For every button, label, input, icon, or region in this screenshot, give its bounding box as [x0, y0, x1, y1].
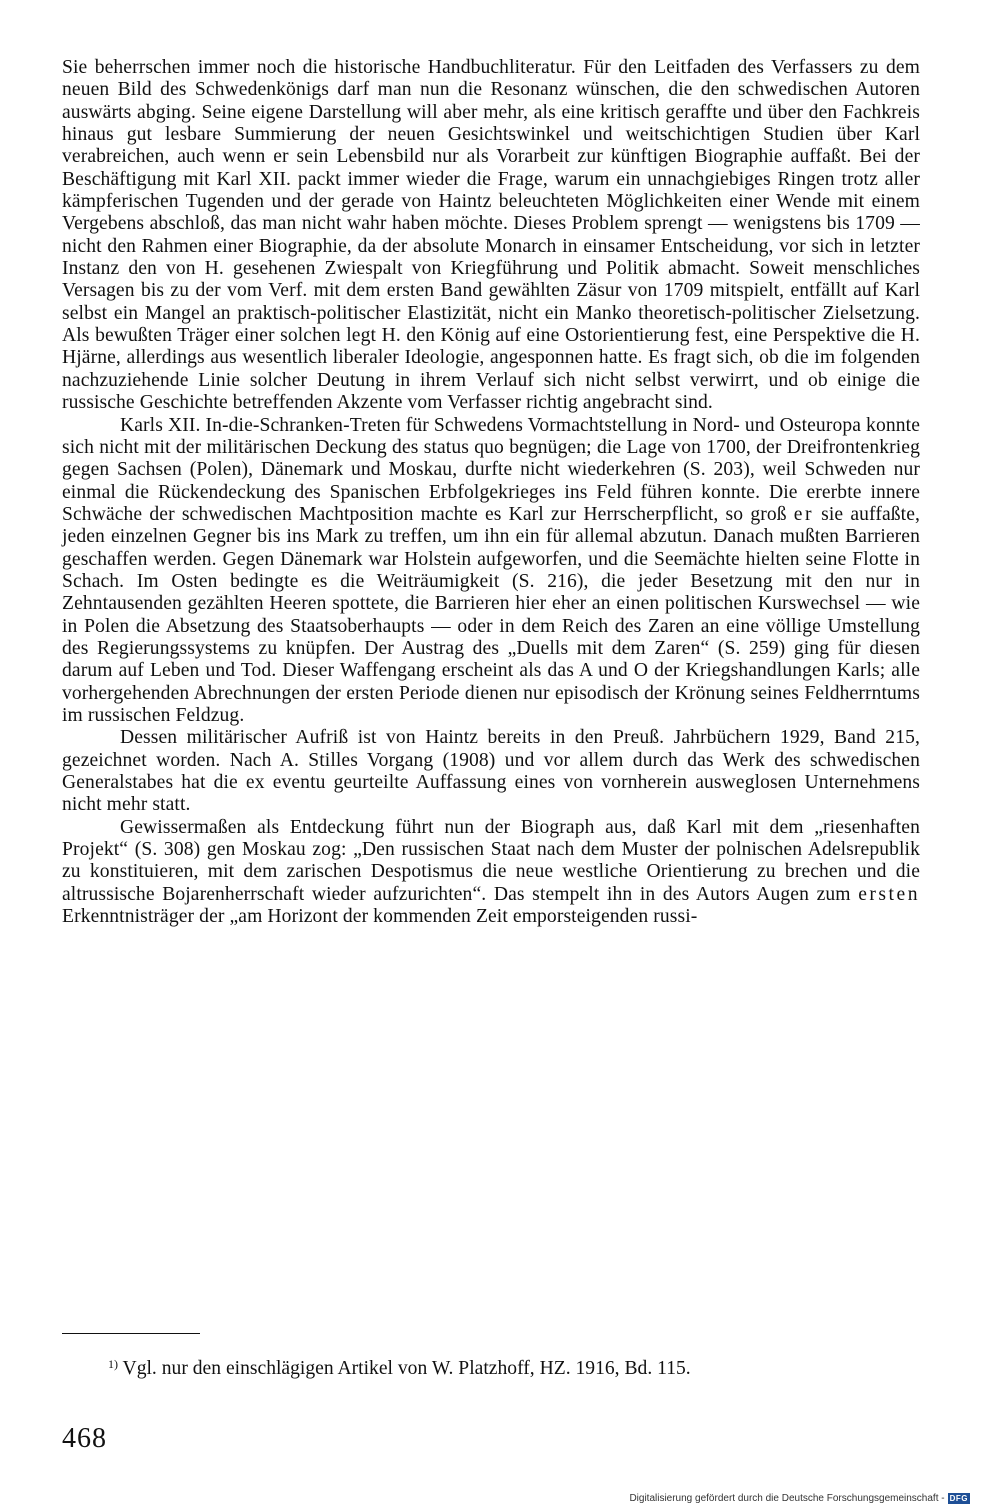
body-text — [62, 57, 920, 928]
footnote-text: Vgl. nur den einschlägigen Artikel von W. Platzhoff, HZ. 1916, Bd. 115. — [118, 1358, 691, 1379]
text-run: Gewissermaßen als Entdeckung führt nun der Biograph aus, daß Karl mit dem „riesenhaften Projekt“ (S. 308) gen Moskau zog: „Den russischen Staat nach dem Muster der polnischen Adelsrepublik zu konstituieren, mit dem zarischen Despotismus die neue westliche Orientierung zu brechen und die altrussische Bojarenherrschaft wieder aufzurichten“. Das stempelt ihn in des Autors Augen zum — [62, 816, 920, 905]
text-run: Dessen militärischer Aufriß ist von Haintz bereits in den Preuß. Jahrbüchern 1929, Band 215, gezeichnet worden. Nach A. Stilles Vorgang (1908) und vor allem durch das Werk des schwedischen Generalstabes hat die ex eventu geurteilte Auffassung eines von vornherein ausweglosen Unternehmens nicht mehr statt. — [62, 727, 920, 816]
paragraph — [62, 415, 920, 728]
footnote — [62, 1353, 920, 1380]
text-run: Erkenntnisträger der „am Horizont der kommenden Zeit emporsteigenden russi- — [62, 906, 698, 928]
paragraph — [62, 727, 920, 816]
spaced-emphasis: ersten — [858, 883, 920, 905]
footnote-marker: 1) — [108, 1357, 118, 1371]
text-run: Karls XII. In-die-Schranken-Treten für Schwedens Vormachtstellung in Nord- und Osteuropa konnte sich nicht mit der militärischen Deckung des status quo begnügen; die Lage von 1700, der Dreifrontenkrieg gegen Sachsen (Polen), Dänemark und Moskau, durfte nicht wiederkehren (S. 203), weil Schweden nur einmal die Rückendeckung des Spanischen Erbfolgekrieges ins Feld führen konnte. Die ererbte innere Schwäche der schwedischen Machtposition machte es Karl zur Herrscherpflicht, so groß — [62, 414, 920, 525]
dfg-logo-icon: DFG — [949, 1494, 968, 1503]
page-number: 468 — [62, 1423, 107, 1454]
spaced-emphasis: er — [793, 503, 815, 525]
digitization-credit — [629, 1493, 970, 1504]
paragraph — [62, 817, 920, 929]
credit-text: Digitalisierung gefördert durch die Deutsche Forschungsgemeinschaft - — [629, 1493, 945, 1504]
text-run: Sie beherrschen immer noch die historische Handbuchliteratur. Für den Leitfaden des Verfassers zu dem neuen Bild des Schwedenkönigs darf man nun die Resonanz wünschen, die den schwedischen Autoren auswärts abging. Seine eigene Darstellung will aber mehr, als eine kritisch geraffte und über den Fachkreis hinaus gut lesbare Summierung der neuen Gesichtswinkel und weitschichtigen Studien über Karl verabreichen, auch wenn er sein Lebensbild nur als Vorarbeit zur künftigen Biographie auffaßt. Bei der Beschäftigung mit Karl XII. packt immer wieder die Frage, warum ein unnachgiebiges Ringen trotz aller kämpferischen Tugenden und der gerade von Haintz beleuchteten Möglichkeiten einer Wende mit einem Vergebens abschloß, das man nicht wahr haben möchte. Dieses Problem sprengt — wenigstens bis 1709 — nicht den Rahmen einer Biographie, da der absolute Monarch in einsamer Entscheidung, vor sich in letzter Instanz den von H. gesehenen Zwiespalt von Kriegführung und Politik abmacht. Soweit menschliches Versagen bis zu der vom Verf. mit dem ersten Band gewählten Zäsur von 1709 mitspielt, entfällt auf Karl selbst ein Mangel an praktisch-politischer Elastizität, nicht ein Manko theoretisch-politischer Zielsetzung. Als bewußten Träger einer solchen legt H. den König auf eine Ostorientierung fest, eine Perspektive die H. Hjärne, allerdings aus wesentlich liberaler Ideologie, angesponnen hatte. Es fragt sich, ob die im folgenden nachzuziehende Linie solcher Deutung in ihrem Verlauf sich nicht selbst verwirrt, und ob einige die russische Geschichte betreffenden Akzente vom Verfasser richtig angebracht sind. — [62, 57, 920, 414]
footnote-divider — [62, 1333, 200, 1334]
paragraph — [62, 57, 920, 415]
text-run: sie auffaßte, jeden einzelnen Gegner bis ins Mark zu treffen, um ihn ein für allemal abzutun. Danach mußten Barrieren geschaffen werden. Gegen Dänemark war Holstein aufgeworfen, und die Seemächte hielten seine Flotte in Schach. Im Osten bedingte es die Weiträumigkeit (S. 216), die jeder Besetzung mit den nur in Zehntausenden gezählten Heeren spottete, die Barrieren hier eher an einen politischen Kurswechsel — wie in Polen die Absetzung des Staatsoberhaupts — oder in dem Reich des Zaren an eine völlige Umstellung des Regierungssystems zu knüpfen. Der Austrag des „Duells mit dem Zaren“ (S. 259) ging für diesen darum auf Leben und Tod. Dieser Waffengang erscheint als das A und O der Kriegshandlungen Karls; alle vorhergehenden Abrechnungen der ersten Periode dienen nur episodisch der Krönung seines Feldherrntums im russischen Feldzug. — [62, 503, 920, 726]
